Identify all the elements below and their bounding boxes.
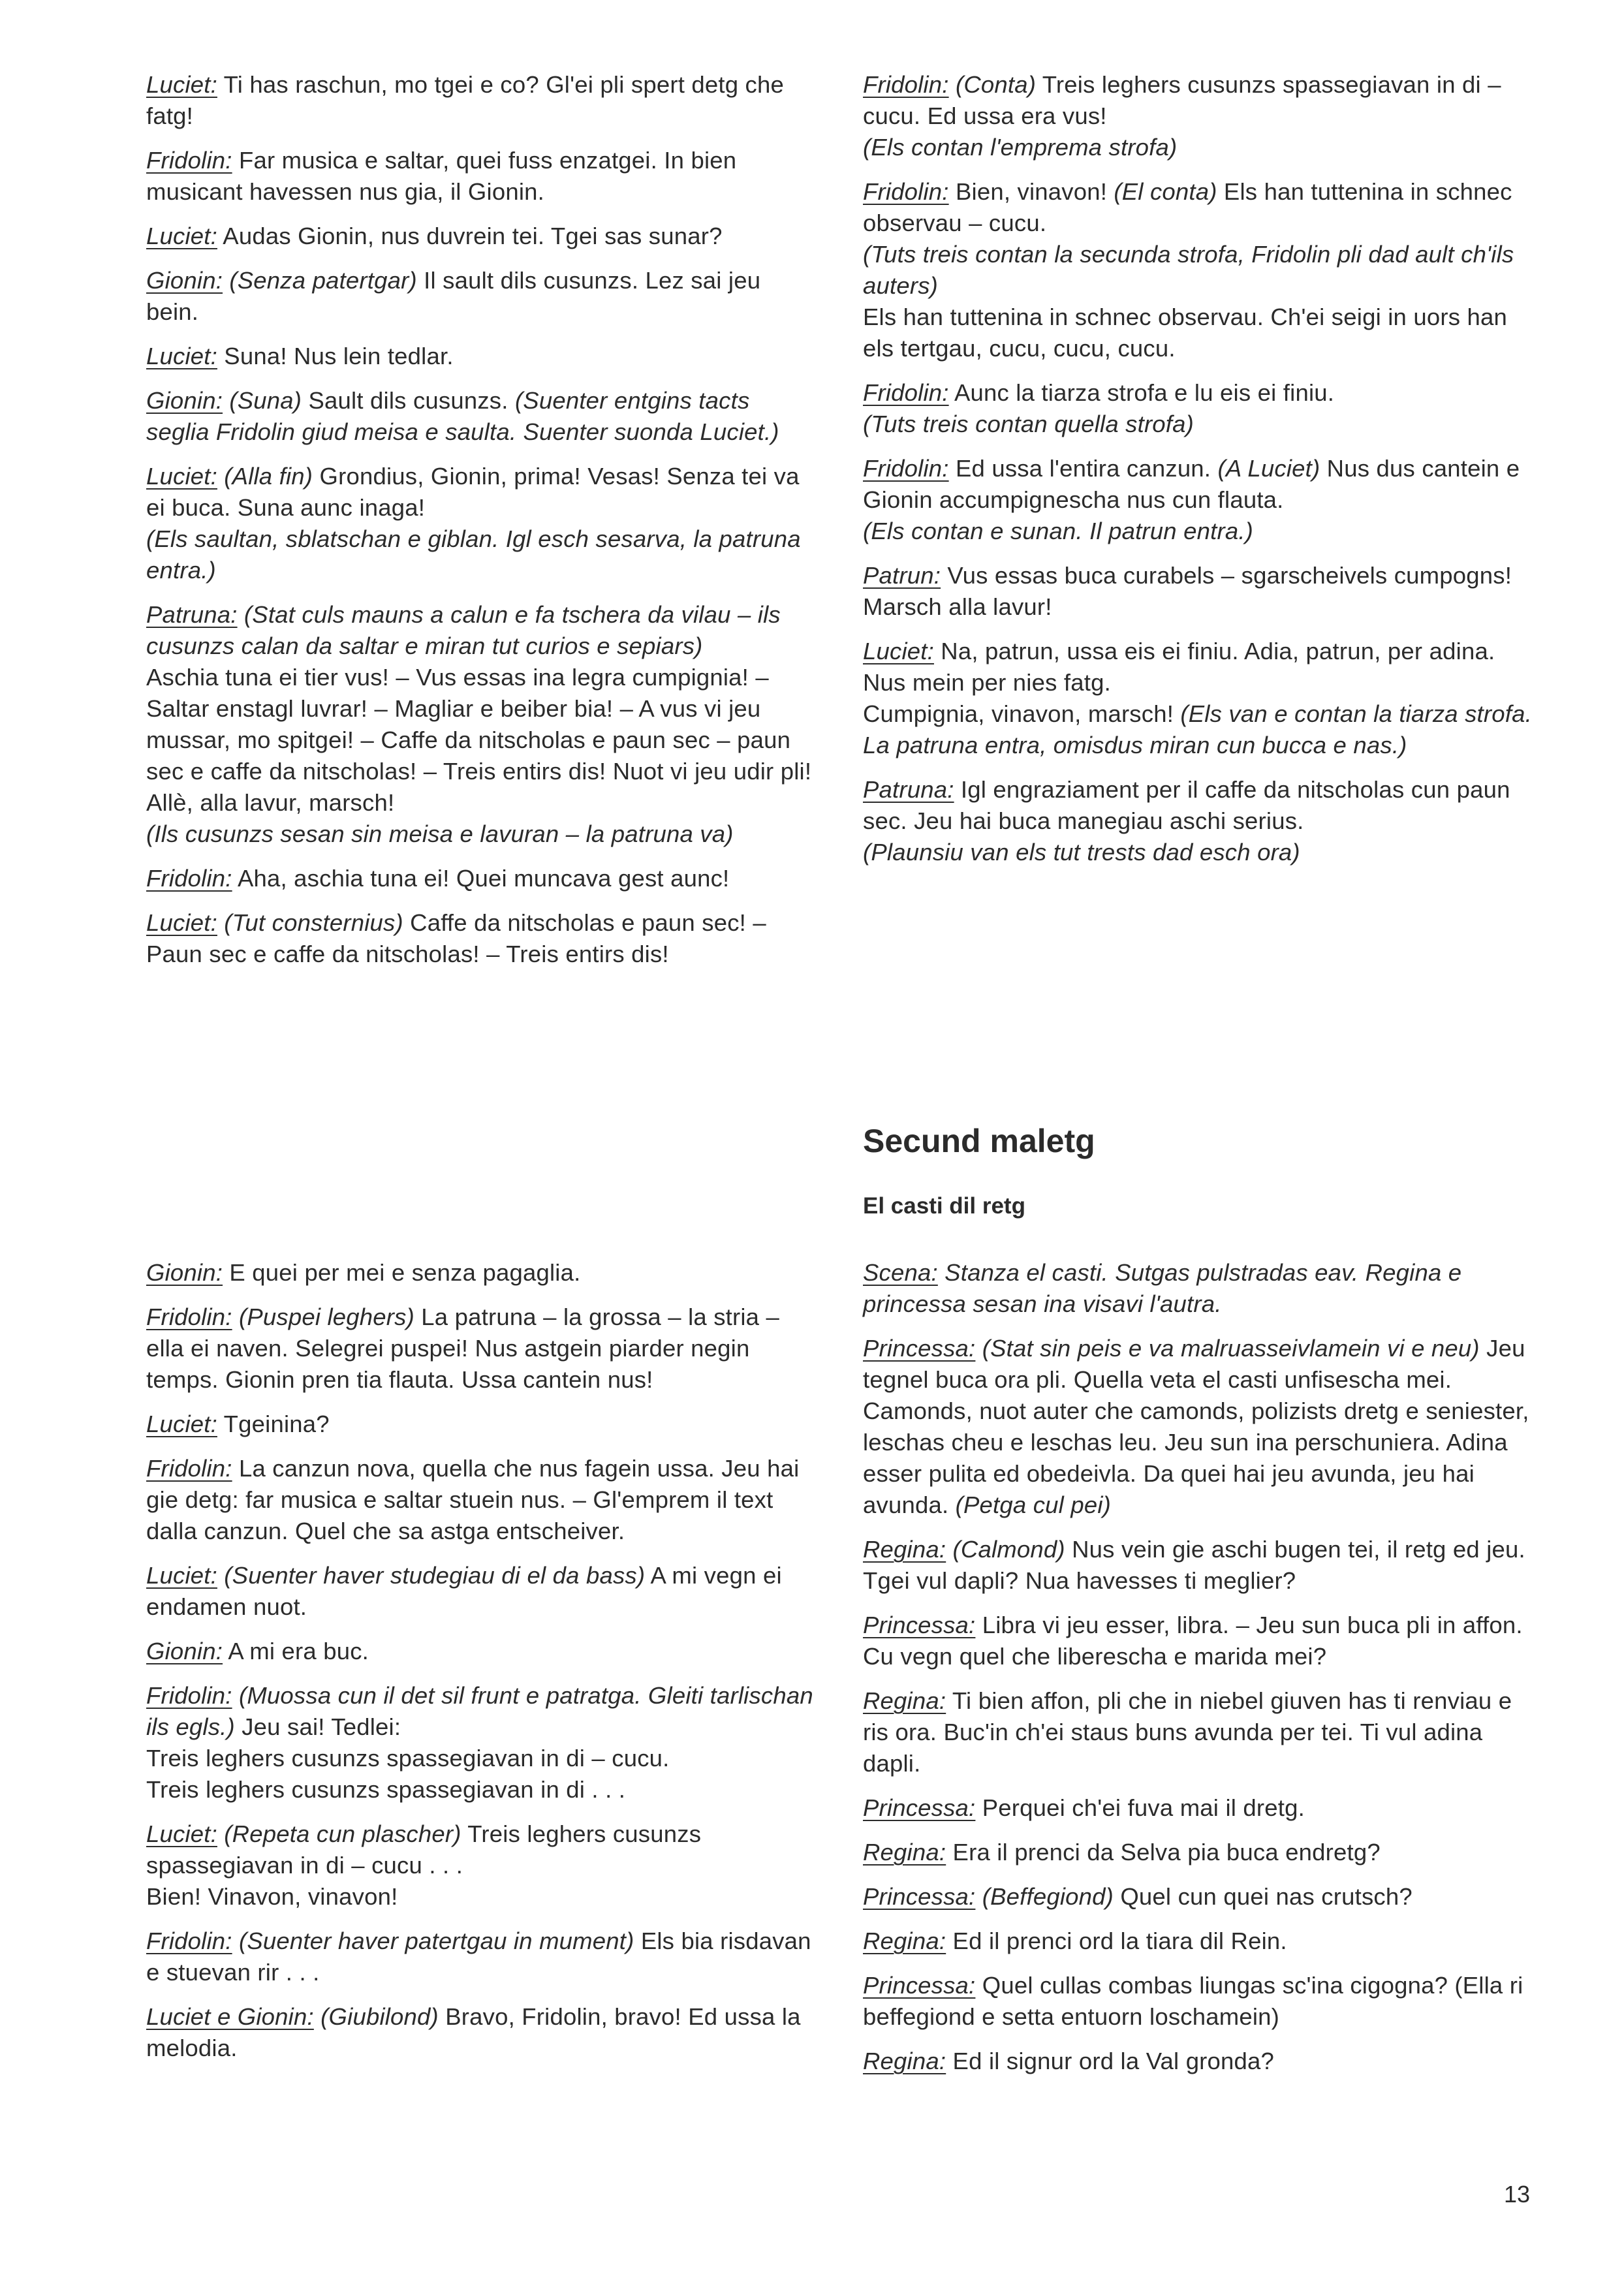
speaker-name: Gionin: xyxy=(146,387,223,414)
stage-direction: (Plaunsiu van els tut trests dad esch ora) xyxy=(863,839,1300,866)
speaker-name: Patruna: xyxy=(146,601,238,628)
dialogue-text: Audas Gionin, nus duvrein tei. Tgei sas sunar? xyxy=(217,223,723,249)
dialogue-text: Aschia tuna ei tier vus! – Vus essas ina legra cumpignia! – Saltar enstagl luvrar! – Magliar e beiber bia! – A vus vi jeu mussar, mo spitgei! – Caffe da nitscholas e paun sec – paun sec e caffe da nitscholas! – Treis entirs dis! Nuot vi jeu udir pli! Allè, alla lavur, marsch! xyxy=(146,664,812,816)
dialogue-text: Vus essas buca curabels – sgarscheivels cumpogns! Marsch alla lavur! xyxy=(863,562,1512,620)
dialogue-paragraph xyxy=(146,863,812,894)
stage-direction: (Stat sin peis e va malruasseivlamein vi e neu) xyxy=(975,1335,1480,1362)
speaker-name: Princessa: xyxy=(863,1335,976,1362)
dialogue-paragraph xyxy=(146,265,812,328)
speaker-name: Luciet: xyxy=(146,343,217,369)
stage-direction: (Muossa cun il det sil frunt e patratga. Gleiti tarlischan ils egls.) xyxy=(146,1682,813,1740)
dialogue-text: Il sault dils cusunzs. Lez sai jeu bein. xyxy=(146,267,761,325)
dialogue-text: Ti bien affon, pli che in niebel giuven has ti renviau e ris ora. Buc'in ch'ei staus buns avunda per tei. Ti vul adina dapli. xyxy=(863,1687,1512,1777)
speaker-name: Luciet: xyxy=(146,909,217,936)
dialogue-text: Suna! Nus lein tedlar. xyxy=(217,343,454,369)
speaker-name: Fridolin: xyxy=(146,865,232,892)
dialogue-text: Aunc la tiarza strofa e lu eis ei finiu. xyxy=(948,379,1335,406)
dialogue-text: Jeu tegnel buca ora pli. Quella veta el casti unfisescha mei. Camonds, nuot auter che camonds, polizists dretg e seniester, leschas cheu e leschas leu. Jeu sun ina perschuniera. Adina esser pulita ed obedeivla. Da quei hai jeu avunda, jeu hai avunda. xyxy=(863,1335,1529,1518)
dialogue-text: Treis leghers cusunzs spassegiavan in di – cucu . . . xyxy=(146,1820,702,1879)
dialogue-text: Treis leghers cusunzs spassegiavan in di . . . xyxy=(146,1776,626,1803)
dialogue-paragraph xyxy=(863,774,1542,868)
dialogue-paragraph xyxy=(863,2046,1542,2077)
dialogue-text: Libra vi jeu esser, libra. – Jeu sun buca pli in affon. Cu vegn quel che liberescha e marida mei? xyxy=(863,1612,1523,1670)
stage-direction: (Suna) xyxy=(223,387,302,414)
dialogue-paragraph xyxy=(863,176,1542,364)
speaker-name: Luciet: xyxy=(863,638,934,664)
dialogue-paragraph xyxy=(146,1453,819,1547)
dialogue-paragraph xyxy=(146,2001,819,2064)
dialogue-text: Grondius, Gionin, prima! Vesas! Senza tei va ei buca. Suna aunc inaga! xyxy=(146,463,800,521)
stage-direction: (Tuts treis contan la secunda strofa, Fridolin pli dad ault ch'ils auters) xyxy=(863,241,1514,299)
dialogue-paragraph xyxy=(863,1837,1542,1868)
stage-direction: (Senza patertgar) xyxy=(223,267,417,294)
dialogue-text: Ed ussa l'entira canzun. xyxy=(948,455,1218,482)
dialogue-paragraph xyxy=(863,69,1542,163)
dialogue-paragraph xyxy=(863,453,1542,547)
dialogue-text: Aha, aschia tuna ei! Quei muncava gest aunc! xyxy=(232,865,730,892)
speaker-name: Regina: xyxy=(863,2048,946,2074)
column-left-bottom xyxy=(146,1257,819,2077)
speaker-name: Fridolin: xyxy=(863,455,949,482)
speaker-name: Luciet e Gionin: xyxy=(146,2003,314,2030)
speaker-name: Regina: xyxy=(863,1687,946,1714)
dialogue-paragraph xyxy=(146,1636,819,1667)
dialogue-paragraph xyxy=(863,1257,1542,1320)
dialogue-text: Treis leghers cusunzs spassegiavan in di – cucu. Ed ussa era vus! xyxy=(863,71,1501,129)
column-right-bottom xyxy=(863,1257,1542,2090)
speaker-name: Scena: xyxy=(863,1259,938,1286)
stage-direction: (Tuts treis contan quella strofa) xyxy=(863,411,1194,437)
dialogue-text: E quei per mei e senza pagaglia. xyxy=(223,1259,581,1286)
dialogue-text: Cumpignia, vinavon, marsch! xyxy=(863,700,1181,727)
dialogue-text: Els bia risdavan e stuevan rir . . . xyxy=(146,1928,811,1986)
speaker-name: Princessa: xyxy=(863,1794,976,1821)
dialogue-text: La patruna – la grossa – la stria – ella ei naven. Selegrei puspei! Nus astgein piarder negin temps. Gionin pren tia flauta. Ussa cantein nus! xyxy=(146,1304,780,1393)
speaker-name: Princessa: xyxy=(863,1612,976,1638)
stage-direction: (Els van e contan la tiarza strofa. La patruna entra, omisdus miran cun bucca e nas.) xyxy=(863,700,1532,758)
stage-direction: (Els saultan, sblatschan e giblan. Igl esch sesarva, la patruna entra.) xyxy=(146,525,801,584)
stage-direction: (Ils cusunzs sesan sin meisa e lavuran – la patruna va) xyxy=(146,820,734,847)
stage-direction: (Suenter entgins tacts seglia Fridolin giud meisa e saulta. Suenter suonda Luciet.) xyxy=(146,387,779,445)
stage-direction: (Giubilond) xyxy=(313,2003,439,2030)
dialogue-text: Quel cullas combas liungas sc'ina cigogna? (Ella ri beffegiond e setta entuorn loschamein) xyxy=(863,1972,1523,2030)
dialogue-text: Els han tuttenina in schnec observau – cucu. xyxy=(863,178,1512,236)
dialogue-text: Jeu sai! Tedlei: xyxy=(234,1713,401,1740)
dialogue-paragraph xyxy=(146,1560,819,1623)
dialogue-paragraph xyxy=(146,1819,819,1912)
dialogue-paragraph xyxy=(146,1409,819,1440)
stage-direction: (El conta) xyxy=(1114,178,1217,205)
dialogue-text: Bien! Vinavon, vinavon! xyxy=(146,1883,398,1910)
dialogue-paragraph xyxy=(863,1881,1542,1912)
speaker-name: Fridolin: xyxy=(146,1455,232,1482)
dialogue-text: Treis leghers cusunzs spassegiavan in di – cucu. xyxy=(146,1745,670,1772)
dialogue-paragraph xyxy=(146,341,812,372)
dialogue-text: Ed il prenci ord la tiara dil Rein. xyxy=(946,1928,1287,1954)
stage-direction: (Stat culs mauns a calun e fa tschera da vilau – ils cusunzs calan da saltar e miran tut curios e sepiars) xyxy=(146,601,781,659)
page-number: 13 xyxy=(1504,2181,1531,2208)
dialogue-text: Ti has raschun, mo tgei e co? Gl'ei pli spert detg che fatg! xyxy=(146,71,785,129)
dialogue-paragraph xyxy=(146,599,812,850)
speaker-name: Patruna: xyxy=(863,776,954,803)
dialogue-text: Bien, vinavon! xyxy=(948,178,1114,205)
dialogue-paragraph xyxy=(146,907,812,970)
speaker-name: Patrun: xyxy=(863,562,941,589)
dialogue-paragraph xyxy=(146,1302,819,1396)
column-left-top xyxy=(146,69,812,983)
stage-direction: Stanza el casti. Sutgas pulstradas eav. Regina e princessa sesan ina visavi l'autra. xyxy=(863,1259,1462,1317)
stage-direction: (Suenter haver patertgau in mument) xyxy=(232,1928,634,1954)
dialogue-paragraph xyxy=(146,69,812,132)
stage-direction: (Alla fin) xyxy=(217,463,313,490)
speaker-name: Regina: xyxy=(863,1839,946,1866)
dialogue-paragraph xyxy=(146,1257,819,1288)
dialogue-text: Bravo, Fridolin, bravo! Ed ussa la melodia. xyxy=(146,2003,801,2061)
speaker-name: Luciet: xyxy=(146,71,217,98)
dialogue-paragraph xyxy=(863,1333,1542,1521)
column-right-top xyxy=(863,69,1542,881)
dialogue-text: Nus dus cantein e Gionin accumpignescha nus cun flauta. xyxy=(863,455,1520,513)
stage-direction: (Calmond) xyxy=(946,1536,1065,1563)
dialogue-text: La canzun nova, quella che nus fagein ussa. Jeu hai gie detg: far musica e saltar stuein nus. – Gl'emprem il text dalla canzun. Quel che sa astga entscheiver. xyxy=(146,1455,800,1544)
dialogue-paragraph xyxy=(146,221,812,252)
stage-direction: (Petga cul pei) xyxy=(955,1491,1111,1518)
stage-direction: (Tut consternius) xyxy=(217,909,403,936)
stage-direction: (A Luciet) xyxy=(1217,455,1320,482)
speaker-name: Regina: xyxy=(863,1928,946,1954)
stage-direction: (Els contan e sunan. Il patrun entra.) xyxy=(863,518,1254,544)
dialogue-text: Ed il signur ord la Val gronda? xyxy=(946,2048,1275,2074)
dialogue-text: Era il prenci da Selva pia buca endretg? xyxy=(946,1839,1381,1866)
dialogue-paragraph xyxy=(146,1926,819,1988)
stage-direction: (Repeta cun plascher) xyxy=(217,1820,461,1847)
dialogue-paragraph xyxy=(863,636,1542,761)
dialogue-paragraph xyxy=(863,560,1542,623)
speaker-name: Fridolin: xyxy=(863,178,949,205)
stage-direction: (Beffegiond) xyxy=(975,1883,1114,1910)
dialogue-text: A mi vegn ei endamen nuot. xyxy=(146,1562,782,1620)
dialogue-text: Far musica e saltar, quei fuss enzatgei. In bien musicant havessen nus gia, il Gionin. xyxy=(146,147,737,205)
speaker-name: Fridolin: xyxy=(146,1928,232,1954)
speaker-name: Gionin: xyxy=(146,1638,223,1664)
dialogue-paragraph xyxy=(146,385,812,448)
dialogue-paragraph xyxy=(146,461,812,586)
dialogue-paragraph xyxy=(146,1680,819,1805)
dialogue-paragraph xyxy=(863,1534,1542,1597)
speaker-name: Gionin: xyxy=(146,1259,223,1286)
speaker-name: Fridolin: xyxy=(863,71,949,98)
dialogue-text: Nus vein gie aschi bugen tei, il retg ed jeu. Tgei vul dapli? Nua havesses ti meglier? xyxy=(863,1536,1525,1594)
dialogue-text: Sault dils cusunzs. xyxy=(302,387,515,414)
speaker-name: Gionin: xyxy=(146,267,223,294)
dialogue-text: Na, patrun, ussa eis ei finiu. Adia, patrun, per adina. Nus mein per nies fatg. xyxy=(863,638,1495,696)
dialogue-paragraph xyxy=(863,1792,1542,1824)
speaker-name: Princessa: xyxy=(863,1883,976,1910)
speaker-name: Fridolin: xyxy=(146,1682,232,1709)
speaker-name: Fridolin: xyxy=(863,379,949,406)
section-subheading: El casti dil retg xyxy=(863,1193,1025,1219)
speaker-name: Luciet: xyxy=(146,1562,217,1589)
stage-direction: (Suenter haver studegiau di el da bass) xyxy=(217,1562,646,1589)
speaker-name: Regina: xyxy=(863,1536,946,1563)
speaker-name: Luciet: xyxy=(146,223,217,249)
dialogue-text: Tgeinina? xyxy=(217,1411,330,1437)
dialogue-paragraph xyxy=(863,1685,1542,1779)
stage-direction: (Puspei leghers) xyxy=(232,1304,414,1330)
dialogue-paragraph xyxy=(146,145,812,208)
dialogue-text: Caffe da nitscholas e paun sec! – Paun sec e caffe da nitscholas! – Treis entirs dis! xyxy=(146,909,766,967)
dialogue-text: Igl engraziament per il caffe da nitscholas cun paun sec. Jeu hai buca manegiau aschi serius. xyxy=(863,776,1510,834)
dialogue-paragraph xyxy=(863,377,1542,440)
speaker-name: Fridolin: xyxy=(146,1304,232,1330)
speaker-name: Fridolin: xyxy=(146,147,232,174)
speaker-name: Luciet: xyxy=(146,1820,217,1847)
dialogue-text: Perquei ch'ei fuva mai il dretg. xyxy=(975,1794,1305,1821)
speaker-name: Luciet: xyxy=(146,1411,217,1437)
dialogue-paragraph xyxy=(863,1610,1542,1672)
dialogue-paragraph xyxy=(863,1926,1542,1957)
dialogue-text: Quel cun quei nas crutsch? xyxy=(1114,1883,1413,1910)
dialogue-text: Els han tuttenina in schnec observau. Ch'ei seigi in uors han els tertgau, cucu, cucu, cucu. xyxy=(863,304,1508,362)
speaker-name: Luciet: xyxy=(146,463,217,490)
stage-direction: (Els contan l'emprema strofa) xyxy=(863,134,1178,161)
dialogue-paragraph xyxy=(863,1970,1542,2033)
section-heading: Secund maletg xyxy=(863,1123,1095,1159)
stage-direction: (Conta) xyxy=(948,71,1037,98)
speaker-name: Princessa: xyxy=(863,1972,976,1999)
dialogue-text: A mi era buc. xyxy=(223,1638,369,1664)
